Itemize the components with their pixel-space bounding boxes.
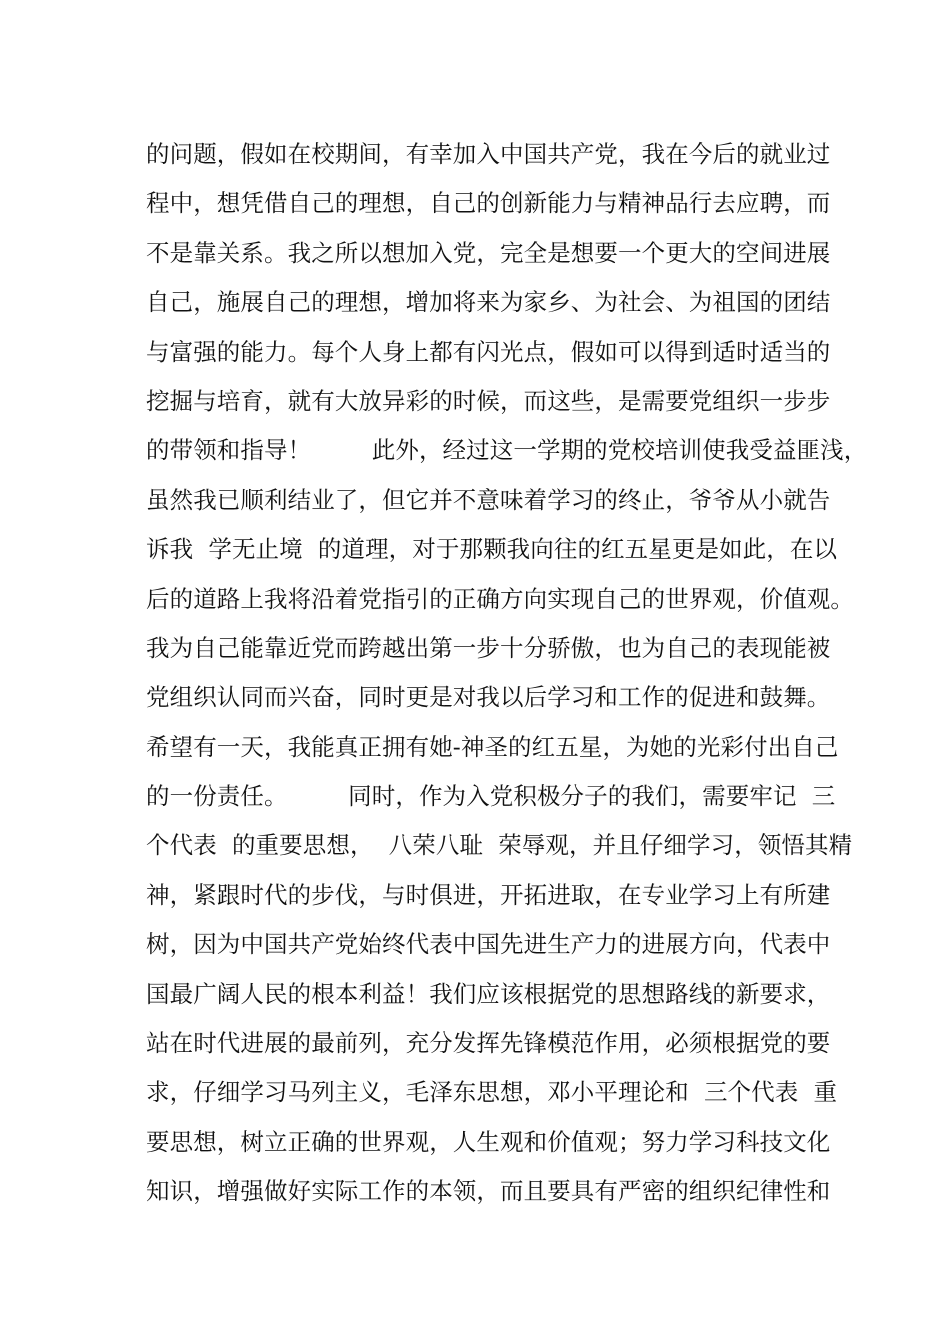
- text-line: 挖掘与培育，就有大放异彩的时候，而这些，是需要党组织一步步: [146, 386, 831, 415]
- text-line: 与富强的能力。每个人身上都有闪光点，假如可以得到适时适当的: [146, 337, 831, 366]
- text-line: 的一份责任。 同时，作为入党积极分子的我们，需要牢记 三: [146, 782, 836, 811]
- text-line: 个代表 的重要思想， 八荣八耻 荣辱观，并且仔细学习，领悟其精: [146, 831, 853, 860]
- text-line: 程中，想凭借自己的理想，自己的创新能力与精神品行去应聘，而: [146, 189, 831, 218]
- text-line: 希望有一天，我能真正拥有她-神圣的红五星，为她的光彩付出自己: [146, 732, 839, 761]
- text-line: 站在时代进展的最前列，充分发挥先锋模范作用，必须根据党的要: [146, 1029, 831, 1058]
- text-line: 后的道路上我将沿着党指引的正确方向实现自己的世界观，价值观。: [146, 584, 854, 613]
- text-line: 国最广阔人民的根本利益！我们应该根据党的思想路线的新要求，: [146, 979, 831, 1008]
- text-line: 求，仔细学习马列主义，毛泽东思想，邓小平理论和 三个代表 重: [146, 1078, 838, 1107]
- text-line: 的问题，假如在校期间，有幸加入中国共产党，我在今后的就业过: [146, 140, 831, 168]
- text-line: 虽然我已顺利结业了，但它并不意味着学习的终止，爷爷从小就告: [146, 485, 831, 514]
- text-line: 树，因为中国共产党始终代表中国先进生产力的进展方向，代表中: [146, 930, 831, 959]
- text-line: 诉我 学无止境 的道理，对于那颗我向往的红五星更是如此，在以: [146, 535, 838, 564]
- text-line: 要思想，树立正确的世界观，人生观和价值观；努力学习科技文化: [146, 1127, 831, 1156]
- text-line: 神，紧跟时代的步伐，与时俱进，开拓进取，在专业学习上有所建: [146, 880, 831, 909]
- text-line: 我为自己能靠近党而跨越出第一步十分骄傲，也为自己的表现能被: [146, 633, 831, 662]
- text-line: 的带领和指导！ 此外，经过这一学期的党校培训使我受益匪浅，: [146, 436, 868, 465]
- text-line: 知识，增强做好实际工作的本领，而且要具有严密的组织纪律性和: [146, 1177, 831, 1206]
- body-text: [146, 130, 868, 1217]
- text-line: 自己，施展自己的理想，增加将来为家乡、为社会、为祖国的团结: [146, 288, 831, 317]
- text-line: 不是靠关系。我之所以想加入党，完全是想要一个更大的空间进展: [146, 238, 831, 267]
- text-line: 党组织认同而兴奋，同时更是对我以后学习和工作的促进和鼓舞。: [146, 683, 831, 712]
